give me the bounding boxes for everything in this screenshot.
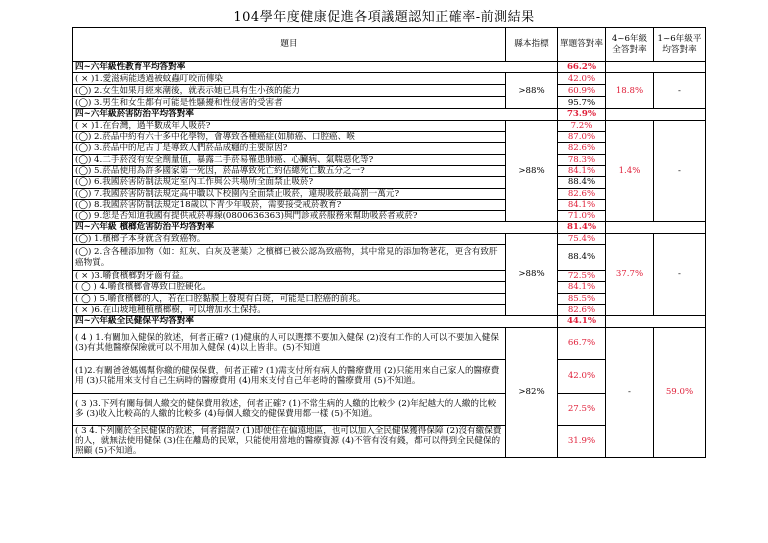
question-text: (◯) 9.您是否知道我國有提供戒菸專線(0800636363)與門診戒菸服務來幫助吸菸者戒菸? bbox=[73, 211, 506, 222]
question-pct: 82.6% bbox=[558, 143, 606, 154]
section-rate: 81.4% bbox=[558, 222, 606, 233]
all-correct-cell: 18.8% bbox=[606, 73, 654, 109]
question-pct: 31.9% bbox=[558, 425, 606, 457]
question-pct: 42.0% bbox=[558, 73, 606, 85]
section-rate: 73.9% bbox=[558, 109, 606, 120]
section-label: 四~六年級 檳榔危害防治平均答對率 bbox=[73, 222, 558, 233]
section-empty bbox=[606, 62, 706, 73]
all-correct-cell: 1.4% bbox=[606, 120, 654, 222]
section-header-row bbox=[73, 316, 706, 327]
header-topic: 題目 bbox=[73, 28, 506, 62]
question-text: (◯) 6.我國菸害防制法規定室內工作與公共場所全面禁止吸菸? bbox=[73, 177, 506, 188]
question-pct: 82.6% bbox=[558, 188, 606, 199]
question-text: ( 3 )3.下列有關每個人繳交的健保費用敘述，何者正確? (1)不常生病的人繳的比較少 (2)年紀越大的人繳的比較多 (3)收入比較高的人繳的比較多 (4)每個人繳交的健保費用都一樣 (5)不知道。 bbox=[73, 393, 506, 425]
question-row bbox=[73, 233, 706, 244]
header-avg-rate: 1~6年級平均答對率 bbox=[654, 28, 706, 62]
question-text: (◯) 4.二手菸沒有安全劑量值，暴露二手菸易罹患肺癌、心臟病、氣喘惡化等? bbox=[73, 154, 506, 165]
all-correct-cell: - bbox=[606, 327, 654, 457]
question-text: ( 3 4.下列關於全民健保的敘述，何者錯誤? (1)即使住在偏遠地區，也可以加入全民健保獲得保障 (2)沒有繳保費的人，就無法使用健保 (3)住在離島的民眾，只能使用當地的醫療資源 (4)不管有沒有錢，都可以得到全民健保的照顧 (5)不知道。 bbox=[73, 425, 506, 457]
section-header-row bbox=[73, 62, 706, 73]
question-pct: 84.1% bbox=[558, 165, 606, 176]
header-single-rate: 單題答對率 bbox=[558, 28, 606, 62]
question-pct: 42.0% bbox=[558, 359, 606, 393]
section-empty bbox=[606, 109, 706, 120]
all-correct-cell: 37.7% bbox=[606, 233, 654, 316]
avg-rate-cell: 59.0% bbox=[654, 327, 706, 457]
question-text: (◯) 2.含各種添加物（如：紅灰、白灰及荖葉）之檳榔已被公認為致癌物，其中常見的添加物荖花，更含有致肝癌物質。 bbox=[73, 245, 506, 271]
indicator-cell: >88% bbox=[506, 233, 558, 316]
question-text: (◯) 3.男生和女生都有可能是性騷擾和性侵害的受害者 bbox=[73, 97, 506, 109]
question-pct: 75.4% bbox=[558, 233, 606, 244]
question-pct: 72.5% bbox=[558, 271, 606, 282]
question-row bbox=[73, 327, 706, 359]
question-pct: 88.4% bbox=[558, 177, 606, 188]
question-pct: 7.2% bbox=[558, 120, 606, 131]
document-title: 104學年度健康促進各項議題認知正確率-前測結果 bbox=[233, 10, 535, 25]
question-text: (◯) 3.菸品中的尼古丁是導致人們菸品成癮的主要原因? bbox=[73, 143, 506, 154]
question-text: (◯) 7.我國菸害防制法規定高中職以下校園內全面禁止吸菸，違規吸菸最高罰一萬元? bbox=[73, 188, 506, 199]
avg-rate-cell: - bbox=[654, 73, 706, 109]
question-pct: 95.7% bbox=[558, 97, 606, 109]
section-empty bbox=[606, 316, 706, 327]
question-pct: 84.1% bbox=[558, 282, 606, 293]
question-pct: 84.1% bbox=[558, 199, 606, 210]
question-pct: 82.6% bbox=[558, 305, 606, 316]
question-row bbox=[73, 120, 706, 131]
indicator-cell: >88% bbox=[506, 73, 558, 109]
question-pct: 78.3% bbox=[558, 154, 606, 165]
question-text: (◯) 8.我國菸害防制法規定18歲以下青少年吸菸，需要接受戒菸教育? bbox=[73, 199, 506, 210]
question-pct: 88.4% bbox=[558, 245, 606, 271]
avg-rate-cell: - bbox=[654, 233, 706, 316]
header-all-correct: 4~6年級全答對率 bbox=[606, 28, 654, 62]
question-pct: 60.9% bbox=[558, 85, 606, 97]
section-label: 四~六年級全民健保平均答對率 bbox=[73, 316, 558, 327]
header-indicator: 縣本指標 bbox=[506, 28, 558, 62]
section-header-row bbox=[73, 109, 706, 120]
question-text: (◯) 1.檳榔子本身就含有致癌物。 bbox=[73, 233, 506, 244]
question-pct: 71.0% bbox=[558, 211, 606, 222]
question-text: ( ◯ ) 5.嚼食檳榔的人，若在口腔黏膜上發現有白斑，可能是口腔癌的前兆。 bbox=[73, 293, 506, 304]
question-text: (1)2.有關爸爸媽媽幫你繳的健保保費，何者正確? (1)需支付所有病人的醫療費用 (2)只能用來自己家人的醫療費用 (3)只能用來支付自己生病時的醫療費用 (4)用來支付自己年老時的醫療費用 (5)不知道。 bbox=[73, 359, 506, 393]
section-empty bbox=[606, 222, 706, 233]
question-pct: 66.7% bbox=[558, 327, 606, 359]
question-text: ( ◯ ) 4.嚼食檳榔會導致口腔硬化。 bbox=[73, 282, 506, 293]
question-text: ( × )6.在山坡地種植檳榔樹，可以增加水土保持。 bbox=[73, 305, 506, 316]
indicator-cell: >82% bbox=[506, 327, 558, 457]
section-header-row bbox=[73, 222, 706, 233]
section-label: 四~六年級性教育平均答對率 bbox=[73, 62, 558, 73]
question-text: (◯) 2.女生如果月經來潮後，就表示她已具有生小孩的能力 bbox=[73, 85, 506, 97]
question-text: ( × )3.嚼食檳榔對牙齒有益。 bbox=[73, 271, 506, 282]
question-row bbox=[73, 73, 706, 85]
question-text: (◯) 5.菸品使用為許多國家第一死因，菸品導致死亡約佔總死亡數五分之一? bbox=[73, 165, 506, 176]
section-rate: 66.2% bbox=[558, 62, 606, 73]
avg-rate-cell: - bbox=[654, 120, 706, 222]
section-label: 四~六年級菸害防治平均答對率 bbox=[73, 109, 558, 120]
question-text: ( 4 ) 1.有關加入健保的敘述，何者正確? (1)健康的人可以選擇不要加入健保 (2)沒有工作的人可以不要加入健保 (3)有其他醫療保險就可以不用加入健保 (4)以上皆非。(5)不知道 bbox=[73, 327, 506, 359]
question-pct: 27.5% bbox=[558, 393, 606, 425]
results-table bbox=[72, 27, 706, 458]
question-text: ( × )1.在台灣，過半數成年人吸菸? bbox=[73, 120, 506, 131]
section-rate: 44.1% bbox=[558, 316, 606, 327]
indicator-cell: >88% bbox=[506, 120, 558, 222]
question-text: (◯) 2.菸品中約有六十多中化學物，會導致各種癌症(如肺癌、口腔癌、喉 bbox=[73, 131, 506, 142]
question-pct: 87.0% bbox=[558, 131, 606, 142]
question-pct: 85.5% bbox=[558, 293, 606, 304]
question-text: ( × )1.愛滋病能透過被蚊蟲叮咬而傳染 bbox=[73, 73, 506, 85]
